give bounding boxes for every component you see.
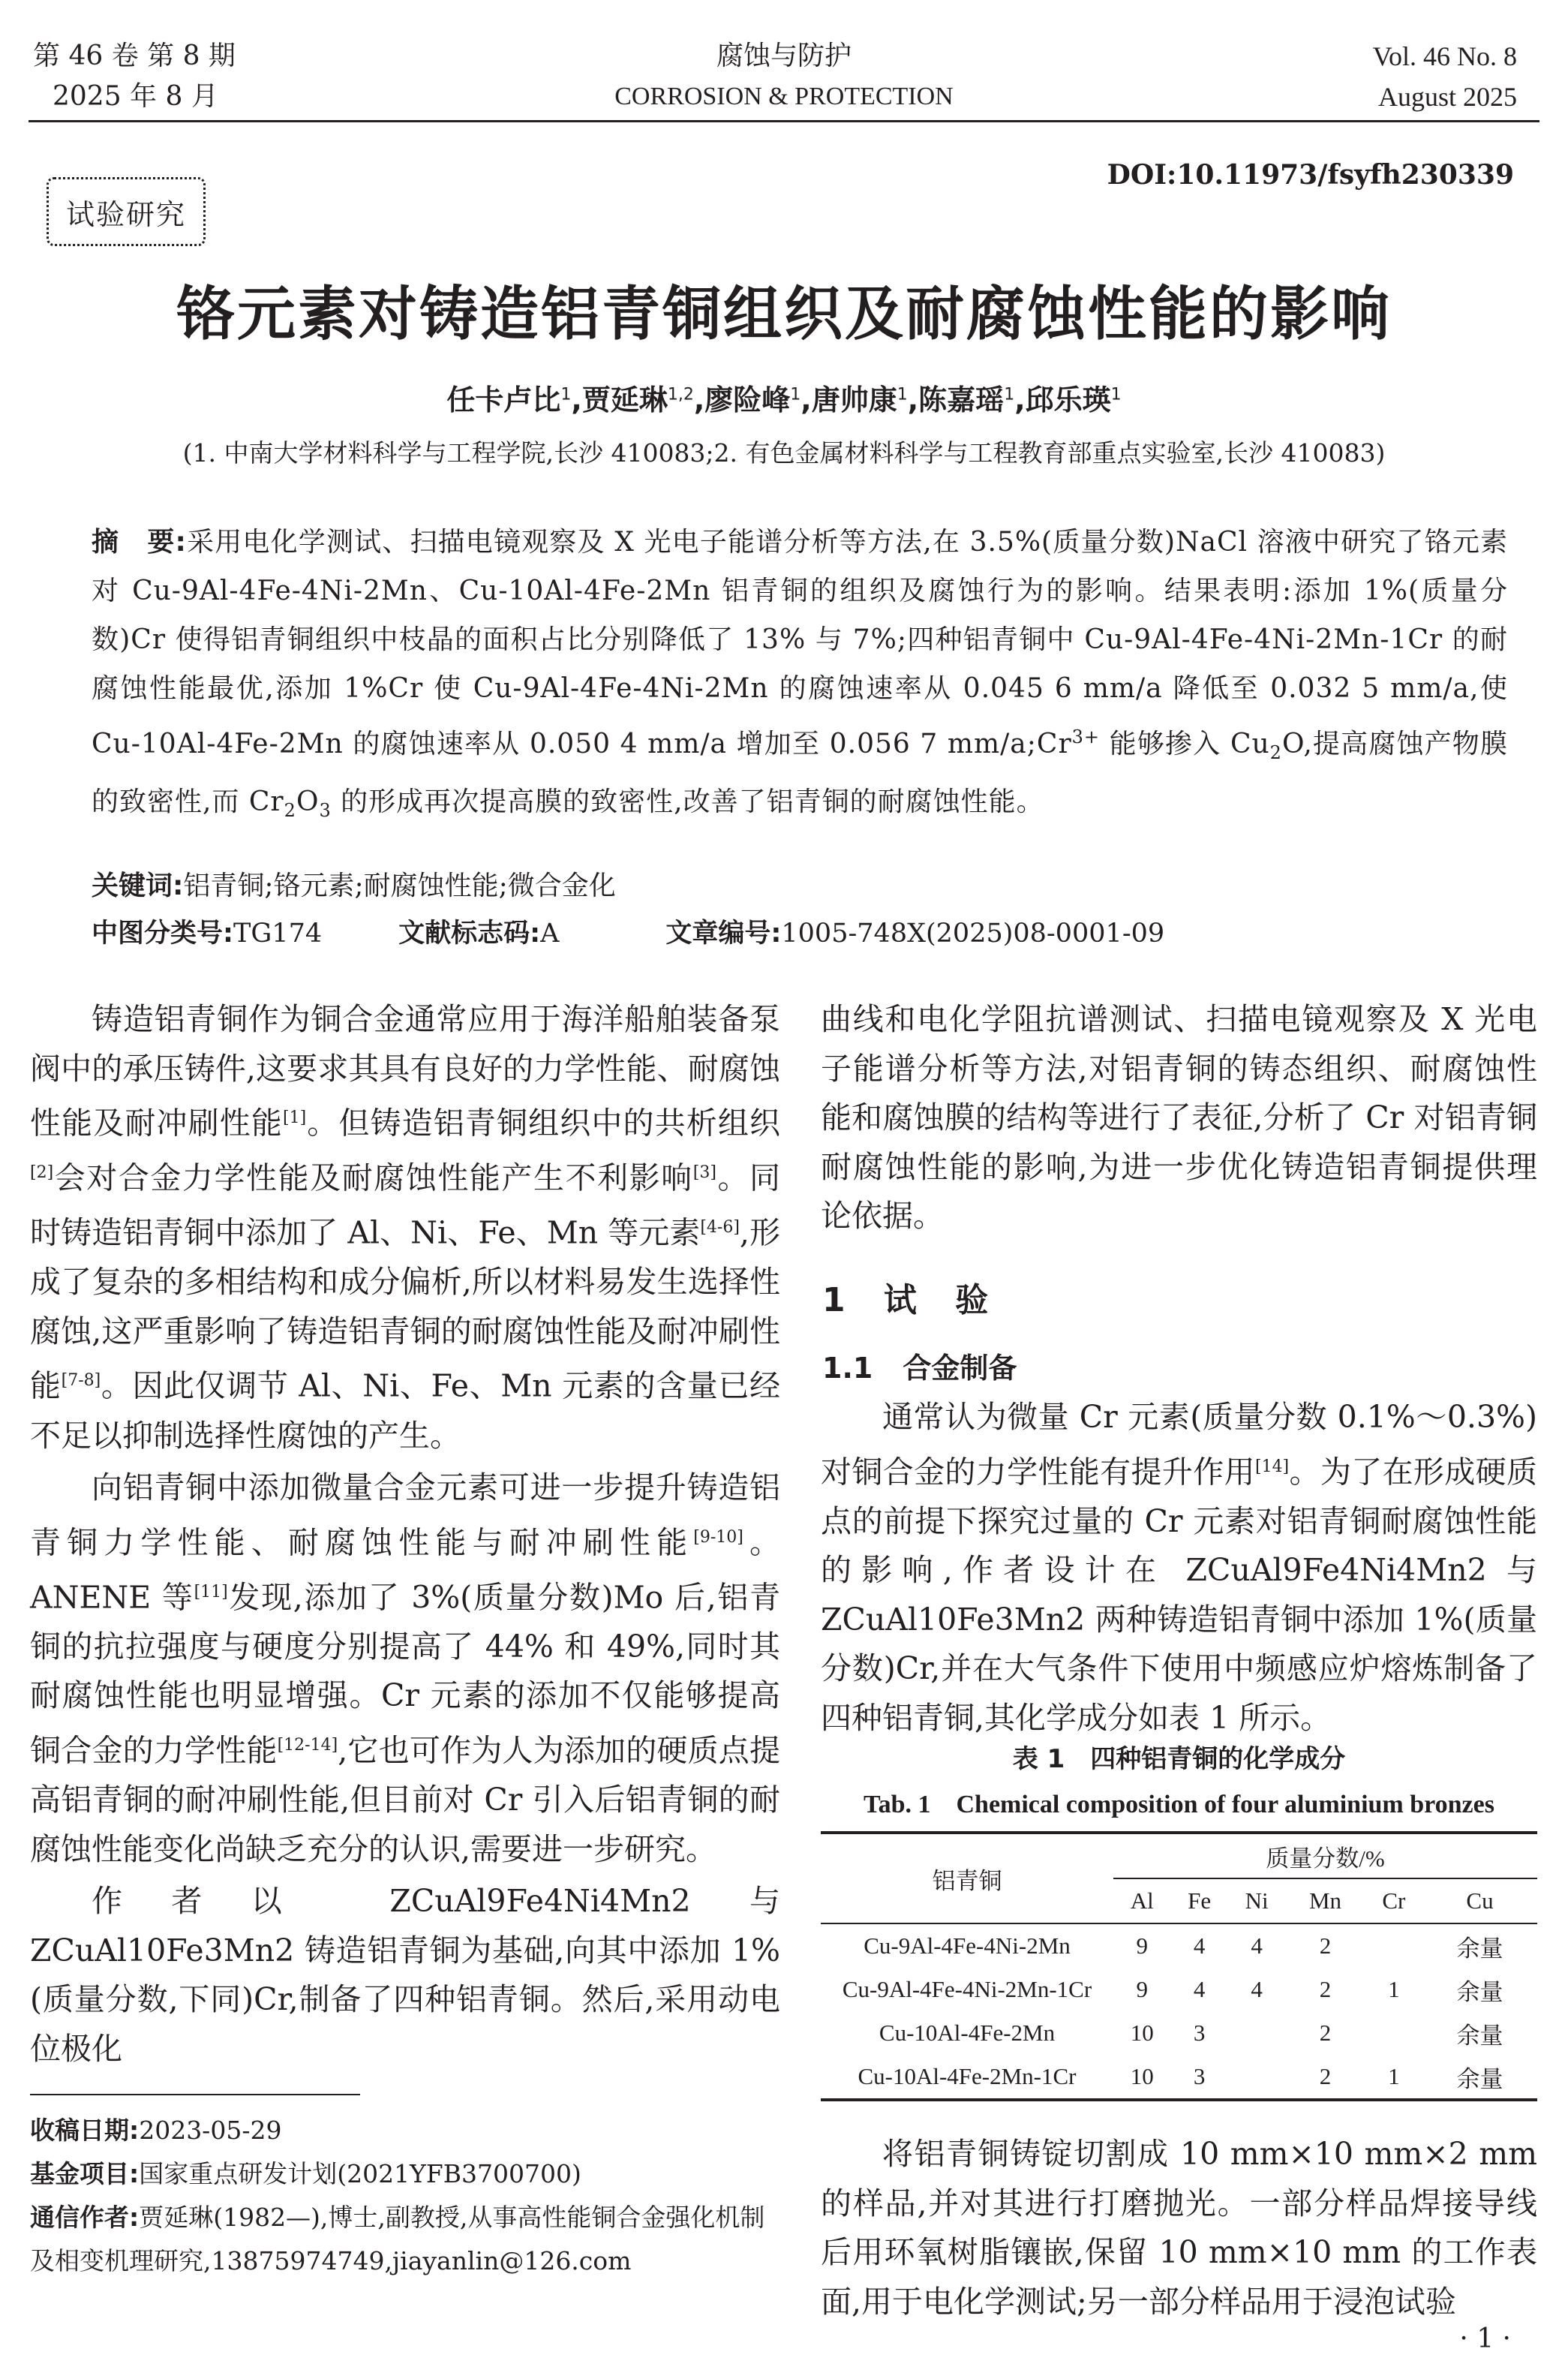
keywords-text: 铝青铜;铬元素;耐腐蚀性能;微合金化 <box>183 871 616 901</box>
paragraph-text: 将铝青铜铸锭切割成 10 mm×10 mm×2 mm 的样品,并对其进行打磨抛光。一部分样品焊接导线后用环氧树脂镶嵌,保留 10 mm×10 mm 的工作表面,用于电化学测试;另一部分样品用于浸泡试验 <box>821 2136 1537 2320</box>
table-cell: 4 <box>1193 1976 1206 2002</box>
author-name: 廖险峰 <box>704 383 791 417</box>
author-affiliation-mark: 1 <box>1110 385 1122 405</box>
abstract-sub: 2 <box>284 800 296 822</box>
page-number: · 1 · <box>1459 2323 1511 2354</box>
table-cell: 余量 <box>1456 1935 1503 1962</box>
table-cell: 4 <box>1251 1932 1263 1959</box>
keywords <box>92 865 616 903</box>
table-cell: 9 <box>1136 1932 1148 1959</box>
header-volume: 第 46 卷 第 8 期 <box>33 41 236 71</box>
corr-value: 贾延琳(1982—),博士,副教授,从事高性能铜合金强化机制及相变机理研究,13875974749,jiayanlin@126.com <box>30 2203 765 2275</box>
citation[interactable]: [1] <box>282 1108 307 1127</box>
footnote-rule <box>30 2094 360 2095</box>
citation[interactable]: [3] <box>692 1163 716 1183</box>
table-cell: 3 <box>1193 2020 1206 2046</box>
table-cell-name: Cu-10Al-4Fe-2Mn <box>879 2020 1056 2046</box>
subsection-title: 合金制备 <box>903 1352 1017 1385</box>
table-column-header: Al <box>1113 1878 1170 1923</box>
paragraph <box>821 1393 1537 1743</box>
author-name: 贾延琳 <box>581 383 668 417</box>
classification-line <box>92 913 1502 950</box>
author-name: 陈嘉瑶 <box>918 383 1005 417</box>
doc-code-value: A <box>540 919 560 949</box>
keywords-label: 关键词: <box>92 871 184 901</box>
article-no-label: 文章编号: <box>665 919 782 949</box>
received-date <box>30 2109 788 2152</box>
abstract-sub: 3 <box>319 800 332 822</box>
table-column-header: Mn <box>1285 1878 1365 1923</box>
header-date: 2025 年 8 月 <box>53 81 218 112</box>
citation[interactable]: [11] <box>194 1582 228 1602</box>
paragraph-text: 铸造铝青铜作为铜合金通常应用于海洋船舶装备泵阀中的承压铸件,这要求其具有良好的力学性能、耐腐蚀性能及耐冲刷性能 <box>30 1001 780 1141</box>
table-cell: 余量 <box>1422 2055 1537 2100</box>
table-cell: 4 <box>1193 1932 1206 1959</box>
corresponding-author <box>30 2196 788 2283</box>
doi[interactable]: DOI:10.11973/fsyfh230339 <box>1107 159 1514 191</box>
affiliations: (1. 中南大学材料科学与工程学院,长沙 410083;2. 有色金属材料科学与工程教育部重点实验室,长沙 410083) <box>182 438 1386 468</box>
paragraph-text: 会对合金力学性能及耐腐蚀性能产生不利影响 <box>53 1159 693 1196</box>
section-heading: 1 试 验 <box>822 1281 1002 1319</box>
header-rule <box>29 120 1539 122</box>
table-header-name: 铝青铜 <box>821 1833 1113 1923</box>
table-cell-name: Cu-9Al-4Fe-4Ni-2Mn-1Cr <box>842 1976 1092 2002</box>
paragraph-text: 。因此仅调节 Al、Ni、Fe、Mn 元素的含量已经不足以抑制选择性腐蚀的产生。 <box>30 1368 781 1454</box>
citation[interactable]: [14] <box>1254 1457 1290 1476</box>
abstract-text: O,提高腐蚀产物膜的致密性,而 Cr <box>92 729 1508 818</box>
body-right-column-end <box>821 2130 1537 2326</box>
body-right-column <box>821 995 1537 1241</box>
corr-label: 通信作者: <box>30 2203 140 2232</box>
author-name: 唐帅康 <box>811 383 897 417</box>
table-cell: 1 <box>1388 1976 1400 2002</box>
abstract-text: O <box>296 786 320 818</box>
header-vol-en: Vol. 46 No. 8 <box>1372 41 1517 71</box>
table-column-header: Fe <box>1170 1878 1227 1923</box>
article-no-value: 1005-748X(2025)08-0001-09 <box>781 919 1165 949</box>
paragraph-text: 作者以 ZCuAl9Fe4Ni4Mn2 与 ZCuAl10Fe3Mn2 铸造铝青铜为基础,向其中添加 1%(质量分数,下同)Cr,制备了四种铝青铜。然后,采用动电位极化 <box>30 1883 780 2067</box>
fund-value: 国家重点研发计划(2021YFB3700700) <box>139 2159 581 2188</box>
table-cell: 2 <box>1319 2020 1332 2046</box>
article-title: 铬元素对铸造铝青铜组织及耐腐蚀性能的影响 <box>176 281 1392 348</box>
table-row <box>821 2011 1537 2055</box>
citation[interactable]: [2] <box>30 1163 54 1183</box>
table-cell: 余量 <box>1456 1978 1503 2005</box>
journal-name-cn: 腐蚀与防护 <box>716 41 852 71</box>
column-tag: 试验研究 <box>47 177 206 246</box>
table-cell-name: Cu-10Al-4Fe-2Mn-1Cr <box>821 2055 1113 2100</box>
paragraph <box>30 995 780 1460</box>
abstract-sup: 3+ <box>1071 726 1101 747</box>
paragraph <box>30 1877 780 2074</box>
journal-name-en: CORROSION & PROTECTION <box>614 83 954 110</box>
citation[interactable]: [4-6] <box>700 1218 740 1238</box>
table-cell: 10 <box>1113 2055 1170 2100</box>
citation[interactable]: [7-8] <box>61 1371 101 1391</box>
table-cell: 10 <box>1130 2020 1154 2046</box>
table-cell <box>1365 1923 1422 1968</box>
citation[interactable]: [9-10] <box>693 1527 743 1547</box>
body-right-column-cont <box>821 1393 1537 1743</box>
table-header-group: 质量分数/% <box>1113 1833 1537 1878</box>
paragraph-text: 发现,添加了 3%(质量分数)Mo 后,铝青铜的抗拉强度与硬度分别提高了 44% 和 49%,同时其耐腐蚀性能也明显增强。Cr 元素的添加不仅能够提高铜合金的力学性能 <box>30 1579 780 1769</box>
table-row <box>821 1968 1537 2011</box>
author-affiliation-mark: 1,2 <box>667 385 694 405</box>
composition-table <box>821 1831 1537 2101</box>
clc-label: 中图分类号: <box>92 919 233 949</box>
table-cell: 1 <box>1365 2055 1422 2100</box>
table-caption-en: Tab. 1 Chemical composition of four aluminium bronzes <box>864 1791 1494 1818</box>
paragraph-text: 。ANENE 等 <box>30 1524 781 1616</box>
doc-code-label: 文献标志码: <box>398 919 541 949</box>
paragraph-text: ,它也可作为人为添加的硬质点提高铝青铜的耐冲刷性能,但目前对 Cr 引入后铝青铜的耐腐蚀性能变化尚缺乏充分的认识,需要进一步研究。 <box>30 1732 781 1867</box>
paragraph <box>821 995 1537 1241</box>
clc-value: TG174 <box>233 919 323 949</box>
author-affiliation-mark: 1 <box>560 385 572 405</box>
fund-project <box>30 2152 788 2196</box>
abstract-text: 能够掺入 Cu <box>1100 729 1270 759</box>
received-label: 收稿日期: <box>30 2116 140 2145</box>
table-cell <box>1228 2011 1285 2055</box>
author-affiliation-mark: 1 <box>790 385 801 405</box>
table-cell: 4 <box>1251 1976 1263 2002</box>
subsection-number: 1.1 <box>822 1352 873 1385</box>
author-affiliation-mark: 1 <box>897 385 908 405</box>
received-value: 2023-05-29 <box>139 2116 282 2145</box>
table-cell <box>1228 2055 1285 2100</box>
paragraph-text: 通常认为微量 Cr 元素(质量分数 0.1%～0.3%)对铜合金的力学性能有提升作用 <box>821 1399 1537 1490</box>
paragraph <box>30 1463 780 1874</box>
abstract-sub: 2 <box>1269 742 1282 764</box>
table-cell: 3 <box>1170 2055 1227 2100</box>
paragraph-text: 。同时铸造铝青铜中添加了 Al、Ni、Fe、Mn 等元素 <box>30 1159 781 1251</box>
table-cell: 9 <box>1136 1976 1148 2002</box>
table-cell: 2 <box>1319 1976 1332 2002</box>
author-name: 邱乐瑛 <box>1025 383 1111 417</box>
table-caption-cn: 表 1 四种铝青铜的化学成分 <box>1012 1744 1346 1774</box>
paragraph <box>821 2130 1537 2326</box>
fund-label: 基金项目: <box>30 2159 140 2188</box>
author-name: 任卡卢比 <box>446 383 561 417</box>
table-column-header: Cr <box>1365 1878 1422 1923</box>
body-left-column <box>30 995 780 2074</box>
table-column-header: Ni <box>1228 1878 1285 1923</box>
author-list: 任卡卢比$^1$,贾延琳$^{1,2}$,廖险峰$^1$,唐帅康$^1$,陈嘉瑶$^1$,邱乐瑛$^1$ <box>446 383 1122 417</box>
paragraph-text: ,形成了复杂的多相结构和成分偏析,所以材料易发生选择性腐蚀,这严重影响了铸造铝青铜的耐腐蚀性能及耐冲刷性能 <box>30 1214 780 1405</box>
abstract-text: 的形成再次提高膜的致密性,改善了铝青铜的耐腐蚀性能。 <box>331 786 1044 818</box>
abstract-label: 摘 要: <box>92 527 187 558</box>
paragraph-text: 曲线和电化学阻抗谱测试、扫描电镜观察及 X 光电子能谱分析等方法,对铝青铜的铸态组织、耐腐蚀性能和腐蚀膜的结构等进行了表征,分析了 Cr 对铝青铜耐腐蚀性能的影响,为进一步优化铸造铝青铜提供理论依据。 <box>821 1001 1537 1234</box>
table-row <box>821 2055 1537 2100</box>
table-cell: 2 <box>1319 1932 1332 1959</box>
table-cell-name: Cu-9Al-4Fe-4Ni-2Mn <box>864 1932 1071 1959</box>
table-column-header: Cu <box>1422 1878 1537 1923</box>
paragraph-text: 。但铸造铝青铜组织中的共析组织 <box>306 1105 780 1141</box>
abstract-text: 采用电化学测试、扫描电镜观察及 X 光电子能谱分析等方法,在 3.5%(质量分数)NaCl 溶液中研究了铬元素对 Cu-9Al-4Fe-4Ni-2Mn、Cu-10Al-4Fe-2Mn 铝青铜的组织及腐蚀行为的影响。结果表明:添加 1%(质量分数)Cr 使得铝青铜组织中枝晶的面积占比分别降低了 13% 与 7%;四种铝青铜中 Cu-9Al-4Fe-4Ni-2Mn-1Cr 的耐腐蚀性能最优,添加 1%Cr 使 Cu-9Al-4Fe-4Ni-2Mn 的腐蚀速率从 0.045 6 mm/a 降低至 0.032 5 mm/a,使 Cu-10Al-4Fe-2Mn 的腐蚀速率从 0.050 4 mm/a 增加至 0.056 7 mm/a;Cr <box>92 527 1508 759</box>
table-row <box>821 1923 1537 1968</box>
paragraph-text: 向铝青铜中添加微量合金元素可进一步提升铸造铝青铜力学性能、耐腐蚀性能与耐冲刷性能 <box>30 1469 780 1561</box>
table-cell: 2 <box>1285 2055 1365 2100</box>
subsection-heading <box>822 1345 1017 1386</box>
abstract <box>92 518 1508 835</box>
table-cell: 余量 <box>1456 2022 1503 2049</box>
paragraph-text: 。为了在形成硬质点的前提下探究过量的 Cr 元素对铝青铜耐腐蚀性能的影响,作者设计在 ZCuAl9Fe4Ni4Mn2 与 ZCuAl10Fe3Mn2 两种铸造铝青铜中添加 1%(质量分数)Cr,并在大气条件下使用中频感应炉熔炼制备了四种铝青铜,其化学成分如表 1 所示。 <box>821 1454 1538 1736</box>
table-cell <box>1365 2011 1422 2055</box>
author-affiliation-mark: 1 <box>1004 385 1015 405</box>
citation[interactable]: [12-14] <box>277 1735 338 1755</box>
header-date-en: August 2025 <box>1377 82 1517 112</box>
